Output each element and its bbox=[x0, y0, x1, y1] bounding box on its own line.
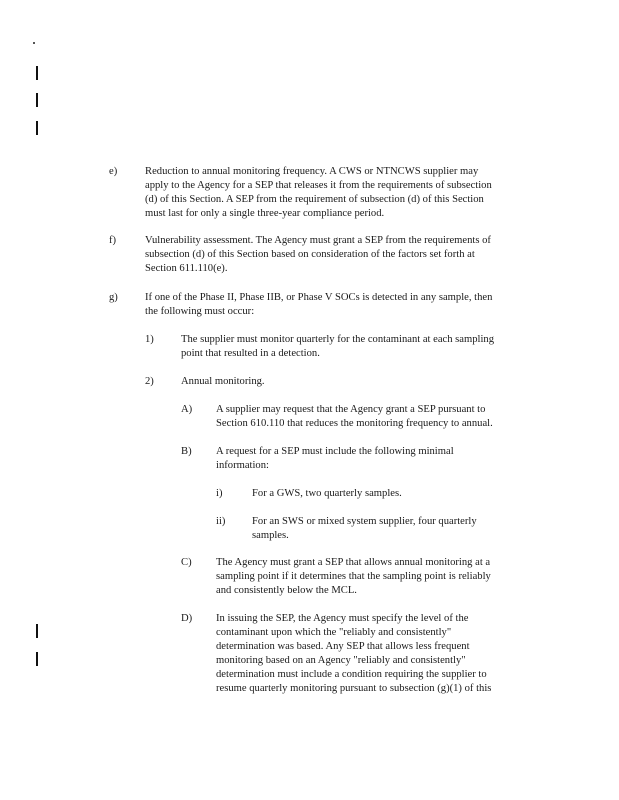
change-bar bbox=[36, 66, 38, 80]
subparagraph-text: A request for a SEP must include the following minimal information: bbox=[216, 446, 454, 471]
subparagraph-text: The Agency must grant a SEP that allows annual monitoring at a sampling point if it determines that the sampling point is reliably and consistently below the MCL. bbox=[216, 557, 491, 596]
paragraph-text: The supplier must monitor quarterly for the contaminant at each sampling point that resulted in a detection. bbox=[181, 334, 495, 359]
subsection-text: Reduction to annual monitoring frequency. A CWS or NTNCWS supplier may apply to the Agency for a SEP that releases it from the requirements of subsection (d) of this Section. A SEP from the requirement of subsection (d) of this Section must last for only a single three-year compliance period. bbox=[145, 166, 492, 219]
paragraph-text: Annual monitoring. bbox=[181, 376, 265, 387]
change-bar bbox=[36, 93, 38, 107]
subparagraph-label: B) bbox=[181, 446, 192, 457]
change-bar bbox=[36, 652, 38, 666]
change-bar bbox=[36, 121, 38, 135]
paragraph-label: 2) bbox=[145, 376, 154, 387]
subsection-text: Vulnerability assessment. The Agency must grant a SEP from the requirements of subsection (d) of this Section based on consideration of the factors set forth at Section 611.110(e). bbox=[145, 235, 491, 274]
scan-speck bbox=[33, 42, 35, 44]
subclause-label: i) bbox=[216, 488, 223, 499]
subparagraph-label: D) bbox=[181, 613, 193, 624]
subparagraph-label: A) bbox=[181, 404, 193, 415]
subclause-text: For an SWS or mixed system supplier, four quarterly samples. bbox=[252, 516, 477, 541]
subparagraph-text: In issuing the SEP, the Agency must specify the level of the contaminant upon which the "reliably and consistently" determination was based. Any SEP that allows less frequent monitoring based on an Agency "reliably and consistently" determination must include a condition requiring the supplier to resume quarterly monitoring pursuant to subsection (g)(1) of this bbox=[216, 613, 492, 694]
subparagraph-text: A supplier may request that the Agency grant a SEP pursuant to Section 610.110 that reduces the monitoring frequency to annual. bbox=[216, 404, 493, 429]
subclause-text: For a GWS, two quarterly samples. bbox=[252, 488, 402, 499]
subsection-label: e) bbox=[109, 166, 118, 177]
subsection-label: f) bbox=[109, 235, 117, 246]
paragraph-label: 1) bbox=[145, 334, 154, 345]
subclause-label: ii) bbox=[216, 516, 226, 527]
subsection-label: g) bbox=[109, 292, 118, 303]
subsection-text: If one of the Phase II, Phase IIB, or Phase V SOCs is detected in any sample, then the following must occur: bbox=[145, 292, 493, 317]
subparagraph-label: C) bbox=[181, 557, 192, 568]
change-bar bbox=[36, 624, 38, 638]
